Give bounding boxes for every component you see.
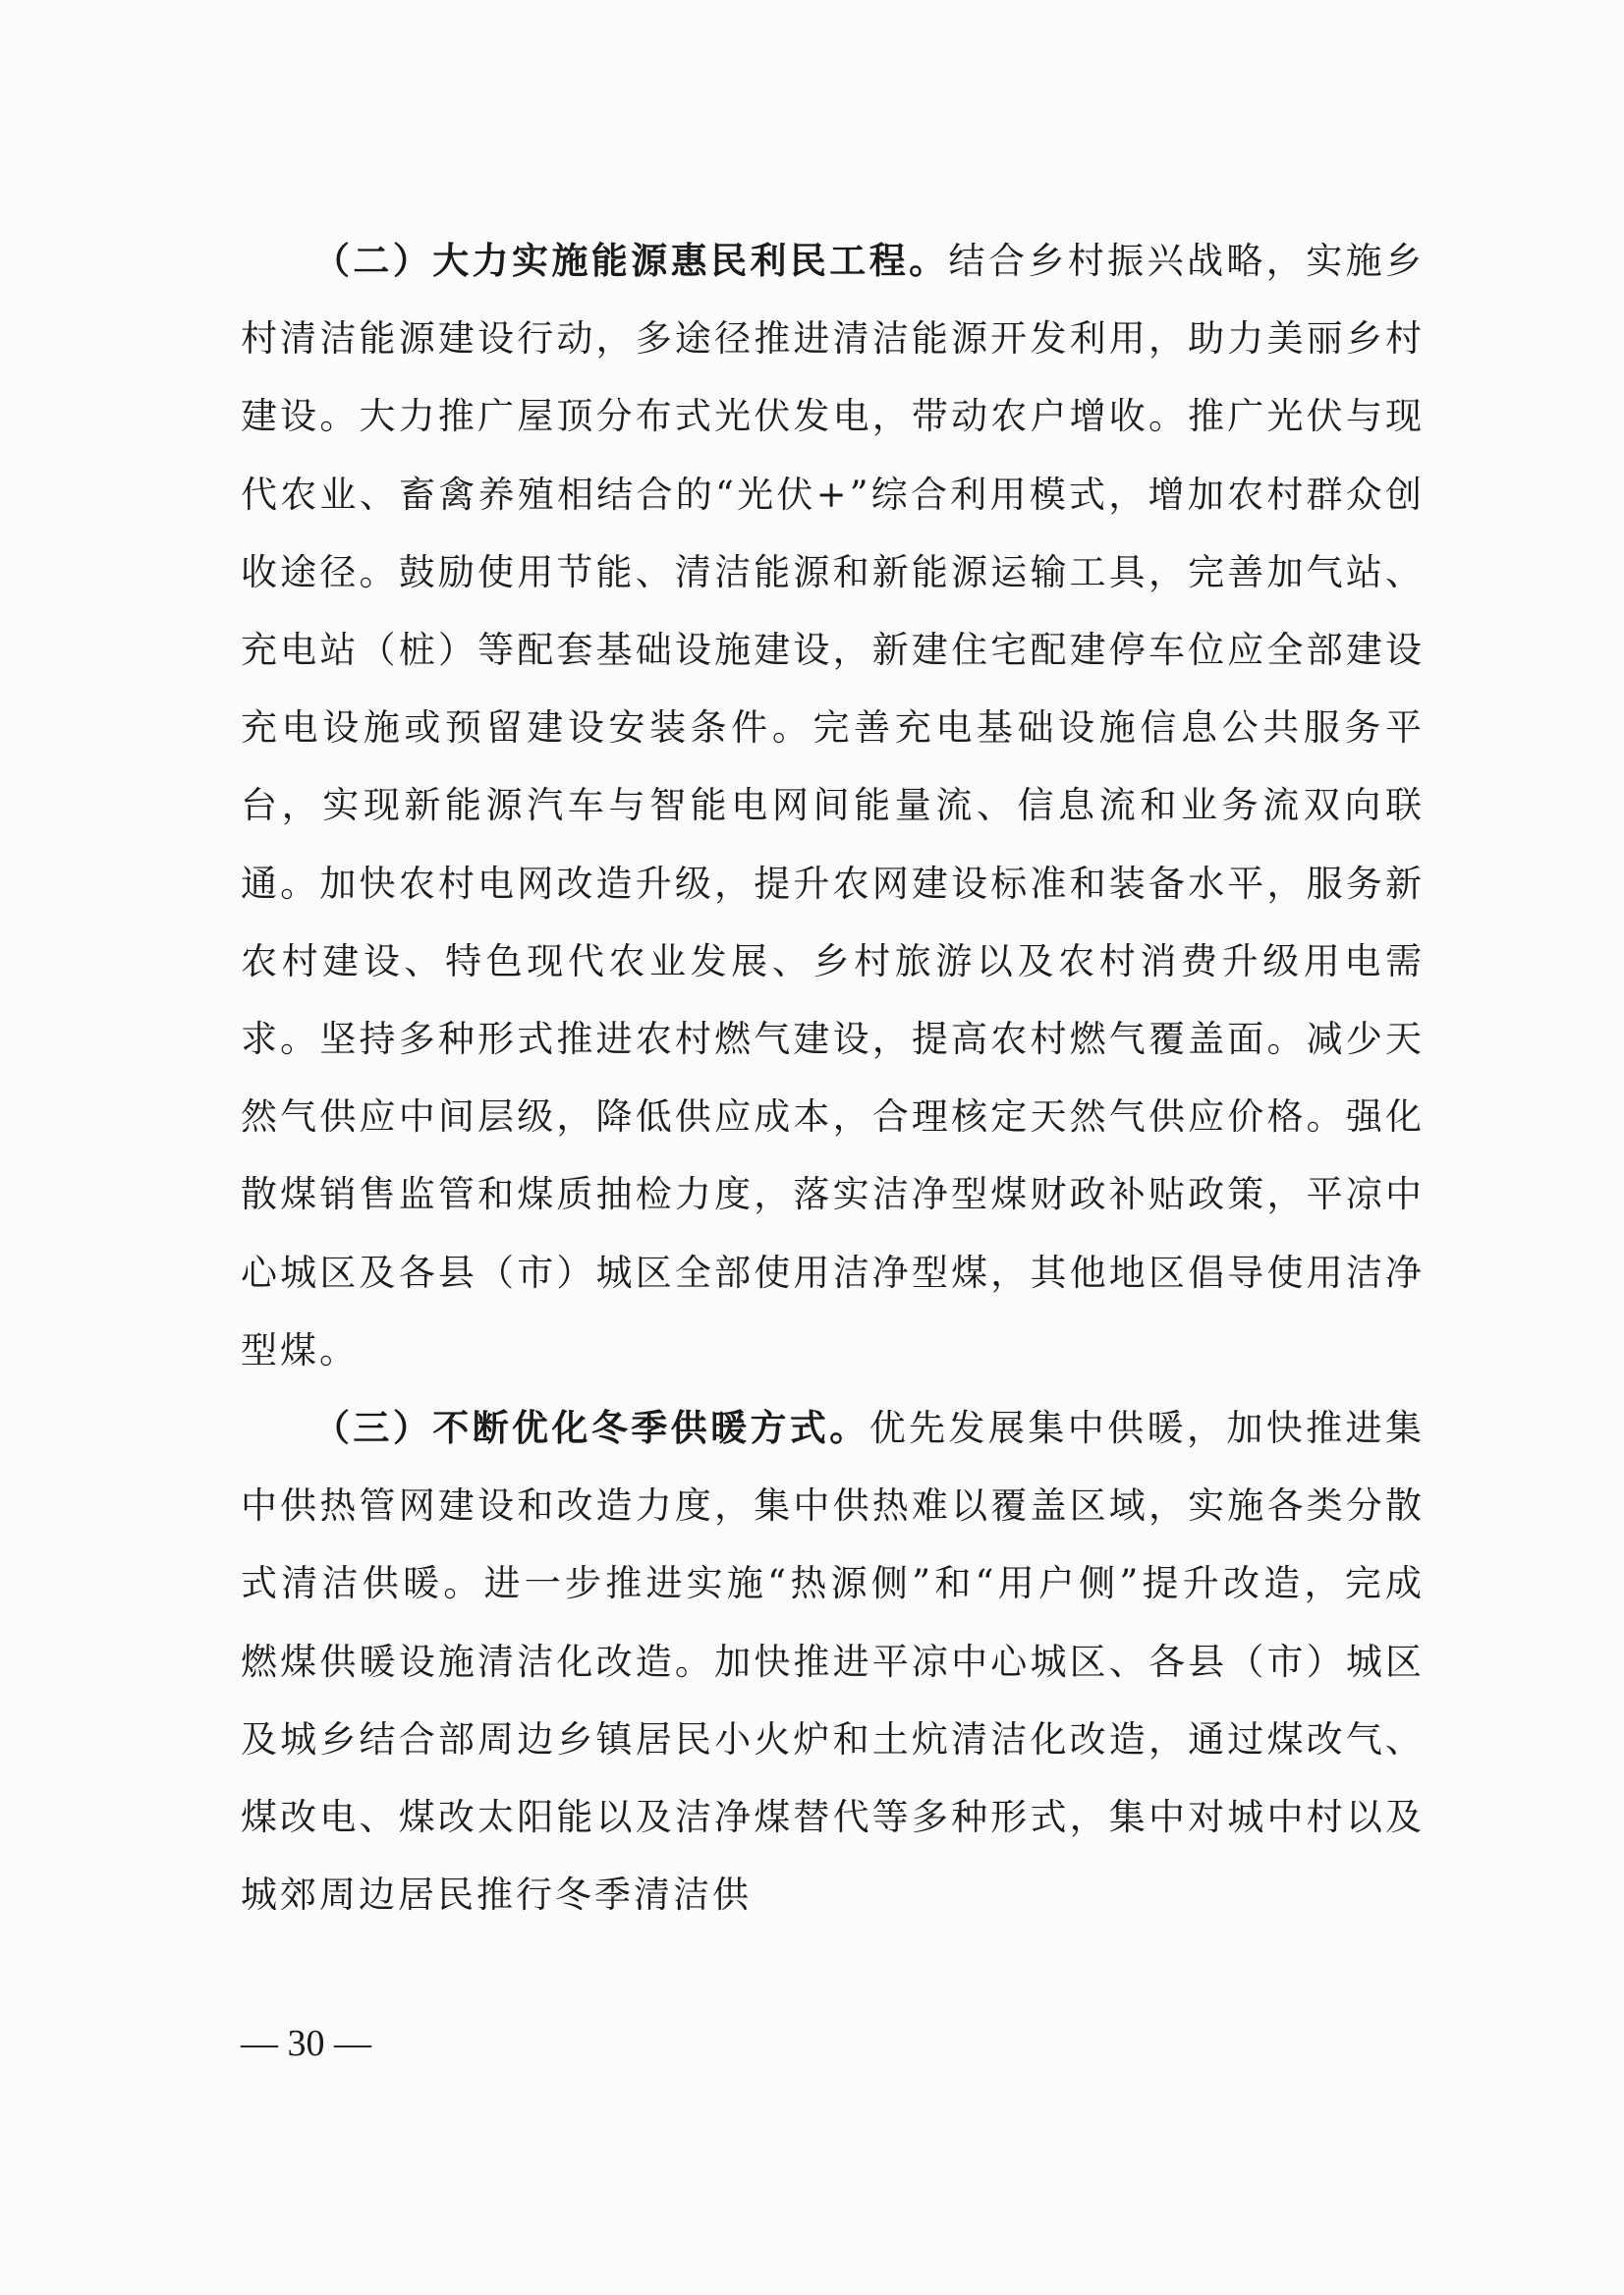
page-number: — 30 —	[241, 2023, 371, 2064]
paragraph-heading: （二）大力实施能源惠民利民工程。	[313, 240, 949, 282]
paragraph-energy-benefit-project	[241, 222, 1425, 1389]
paragraph-winter-heating	[241, 1389, 1425, 1933]
document-body	[241, 222, 1425, 1933]
paragraph-text: 结合乡村振兴战略，实施乡村清洁能源建设行动，多途径推进清洁能源开发利用，助力美丽乡村建设。大力推广屋顶分布式光伏发电，带动农户增收。推广光伏与现代农业、畜禽养殖相结合的“光伏+”综合利用模式，增加农村群众创收途径。鼓励使用节能、清洁能源和新能源运输工具，完善加气站、充电站（桩）等配套基础设施建设，新建住宅配建停车位应全部建设充电设施或预留建设安装条件。完善充电基础设施信息公共服务平台，实现新能源汽车与智能电网间能量流、信息流和业务流双向联通。加快农村电网改造升级，提升农网建设标准和装备水平，服务新农村建设、特色现代农业发展、乡村旅游以及农村消费升级用电需求。坚持多种形式推进农村燃气建设，提高农村燃气覆盖面。减少天然气供应中间层级，降低供应成本，合理核定天然气供应价格。强化散煤销售监管和煤质抽检力度，落实洁净型煤财政补贴政策，平凉中心城区及各县（市）城区全部使用洁净型煤，其他地区倡导使用洁净型煤。	[241, 240, 1426, 1371]
paragraph-text: 优先发展集中供暖，加快推进集中供热管网建设和改造力度，集中供热难以覆盖区域，实施各类分散式清洁供暖。进一步推进实施“热源侧”和“用户侧”提升改造，完成燃煤供暖设施清洁化改造。加快推进平凉中心城区、各县（市）城区及城乡结合部周边乡镇居民小火炉和土炕清洁化改造，通过煤改气、煤改电、煤改太阳能以及洁净煤替代等多种形式，集中对城中村以及城郊周边居民推行冬季清洁供	[241, 1407, 1425, 1917]
paragraph-heading: （三）不断优化冬季供暖方式。	[313, 1407, 869, 1450]
